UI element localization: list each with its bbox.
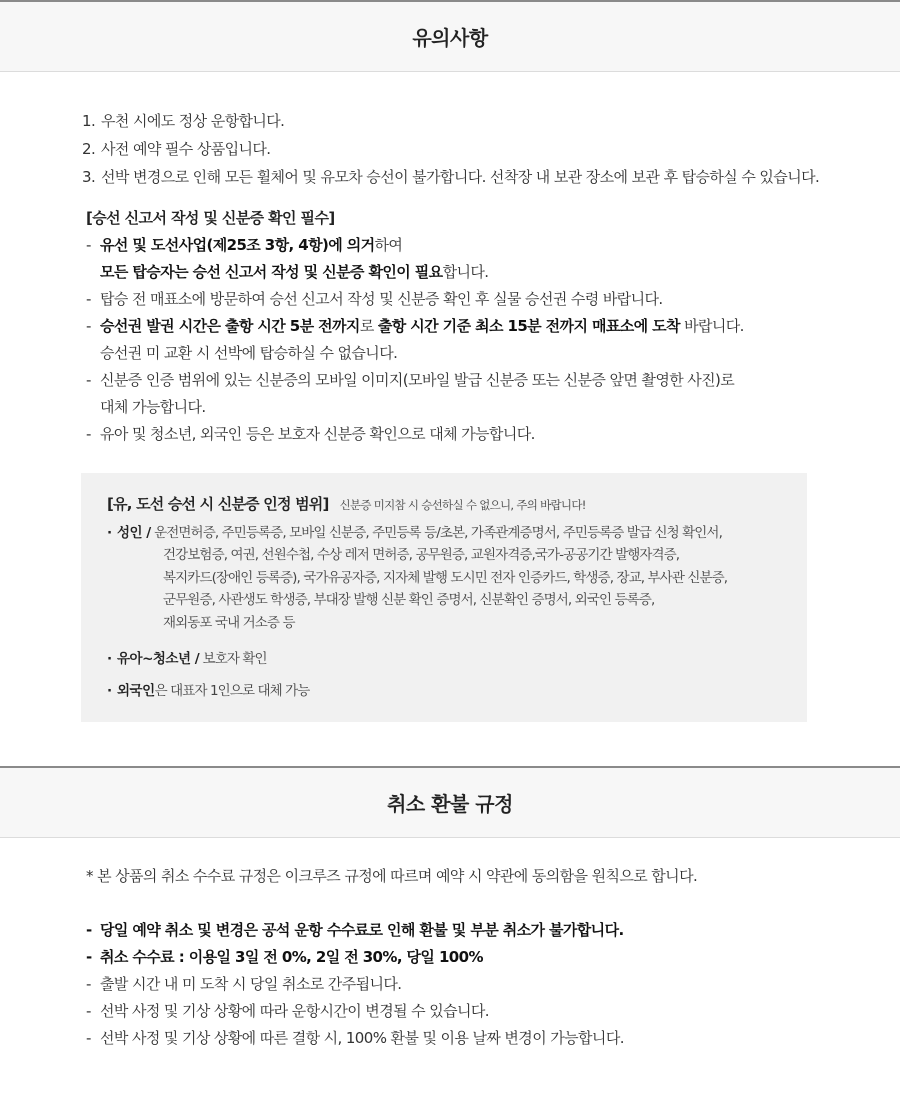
list-item: - 유아 및 청소년, 외국인 등은 보호자 신분증 확인으로 대체 가능합니다. bbox=[86, 425, 535, 443]
list-item: - 출발 시간 내 미 도착 시 당일 취소로 간주됩니다. bbox=[86, 975, 402, 993]
id-range-warning: 신분증 미지참 시 승선하실 수 없으니, 주의 바랍니다! bbox=[339, 498, 586, 512]
list-item: - 취소 수수료 : 이용일 3일 전 0%, 2일 전 30%, 당일 100% bbox=[86, 948, 483, 966]
refund-policy-note: * 본 상품의 취소 수수료 규정은 이크루즈 규정에 따르며 예약 시 약관에 동의함을 원칙으로 합니다. bbox=[86, 867, 698, 885]
foreigner-id-item: · 외국인은 대표자 1인으로 대체 가능 bbox=[107, 683, 310, 700]
refund-section bbox=[0, 766, 900, 1052]
list-item: - 선박 사정 및 기상 상황에 따른 결항 시, 100% 환불 및 이용 날짜 변경이 가능합니다. bbox=[86, 1029, 624, 1047]
list-item: - 선박 사정 및 기상 상황에 따라 운항시간이 변경될 수 있습니다. bbox=[86, 1002, 489, 1020]
list-item: - 신분증 인증 범위에 있는 신분증의 모바일 이미지(모바일 발급 신분증 또는 신분증 앞면 촬영한 사진)로 대체 가능합니다. bbox=[86, 371, 735, 416]
notice-list bbox=[82, 107, 900, 191]
refund-section-header bbox=[0, 766, 900, 838]
list-item: 1. 우천 시에도 정상 운항합니다. bbox=[82, 112, 285, 130]
list-item: 3. 선박 변경으로 인해 모든 휠체어 및 유모차 승선이 불가합니다. 선착장 내 보관 장소에 보관 후 탑승하실 수 있습니다. bbox=[82, 168, 820, 186]
refund-title: 취소 환불 규정 bbox=[387, 792, 513, 816]
id-range-box bbox=[81, 473, 807, 722]
notice-body bbox=[0, 72, 900, 722]
notice-title: 유의사항 bbox=[412, 26, 488, 50]
list-item: - 승선권 발권 시간은 출항 시간 5분 전까지로 출항 시간 기준 최소 15분 전까지 매표소에 도착 바랍니다. 승선권 미 교환 시 선박에 탑승하실 수 없습니다. bbox=[86, 317, 744, 362]
boarding-title: [승선 신고서 작성 및 신분증 확인 필수] bbox=[86, 209, 335, 227]
list-item: - 유선 및 도선사업(제25조 3항, 4항)에 의거하여 모든 탑승자는 승선 신고서 작성 및 신분증 확인이 필요합니다. bbox=[86, 236, 489, 281]
list-item: 2. 사전 예약 필수 상품입니다. bbox=[82, 140, 271, 158]
list-item: - 탑승 전 매표소에 방문하여 승선 신고서 작성 및 신분증 확인 후 실물 승선권 수령 바랍니다. bbox=[86, 290, 663, 308]
list-item: - 당일 예약 취소 및 변경은 공석 운항 수수료로 인해 환불 및 부분 취소가 불가합니다. bbox=[86, 921, 624, 939]
adult-id-list: · 성인 / 운전면허증, 주민등록증, 모바일 신분증, 주민등록 등/초본, 가족관계증명서, 주민등록증 발급 신청 확인서, 건강보험증, 여권, 선원수첩, 수상 레저 면허증, 공무원증, 교원자격증,국가-공공기간 발행자격증, 복지카드(장애인 등록증), 국가유공자증, 지자체 발행 도시민 전자 인증카드, 학생증, 장교, 부사관 신분증, 군무원증, 사관생도 학생증, 부대장 발행 신분 확인 증명서, 신분확인 증명서, 외국인 등록증, 재외동포 국내 거소증 등 bbox=[107, 525, 728, 631]
id-range-title: [유, 도선 승선 시 신분증 인정 범위] bbox=[107, 495, 329, 513]
youth-id-item: · 유아~청소년 / 보호자 확인 bbox=[107, 651, 267, 668]
boarding-requirements bbox=[86, 205, 900, 448]
refund-body bbox=[0, 838, 900, 1052]
notice-section-header bbox=[0, 0, 900, 72]
